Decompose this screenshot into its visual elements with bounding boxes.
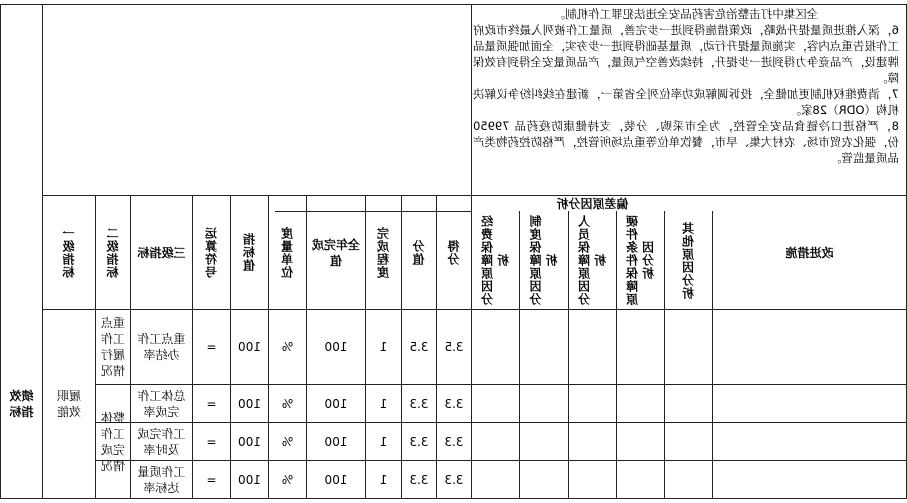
notes-block — [473, 6, 899, 192]
row2-score: 3.3 — [444, 396, 464, 411]
header-level1: 一级指标 — [62, 226, 76, 279]
row4-level3: 工作质量达标率 — [137, 464, 186, 495]
header-level2: 二级指标 — [106, 226, 120, 279]
notes-paragraph-8: 8，严格进口冷链食品安全管控，为全市采购、分装，支持健康防疫药品 79950 份，强化农贸市场、农村大集、早市，餐饮单位等重点场所管控，严格防控药物类产品质量监管。 — [473, 119, 899, 165]
row1-score: 3.5 — [444, 340, 464, 354]
row3-score: 3.3 — [444, 434, 464, 449]
header-actual: 全年完成值 — [312, 237, 361, 268]
row4-operator: = — [206, 472, 217, 487]
row3-level3: 工作完成及时率 — [137, 426, 186, 457]
row1-unit: % — [281, 340, 294, 354]
row2-level3: 总体工作完成率 — [137, 388, 186, 419]
row4-score: 3.3 — [444, 472, 464, 487]
row1-actual: 100 — [324, 340, 348, 354]
row2-level2: 整体工作完成情况 — [101, 410, 126, 473]
header-deviation-hardware: 硬件条件保障原因分析 — [625, 215, 656, 306]
row4-unit: % — [281, 472, 294, 487]
row4-weight: 3.3 — [409, 472, 429, 487]
header-score: 得分 — [447, 239, 461, 266]
notes-paragraph-6: 6，深入推进质量提升战略，政策措施得到进一步完善，质量工作被列入最终市政府工作报告重点内容，实施质量提升行动，质量基础得到进一步夯实，全面加强质量品牌建设，产品竞争力得到进一步提升，持续改善空气质量，产品质量安全得到有效保障。 — [473, 23, 899, 85]
row3-operator: = — [206, 434, 217, 449]
output-category-label: 履职效能 — [57, 389, 82, 419]
notes-paragraph-7: 7，消费维权机制更加健全，投诉调解成功率位列全省第一，新建在线纠纷争议解决机构（ODR）28家。 — [473, 87, 899, 117]
row3-completion: 1 — [379, 434, 388, 449]
header-improvement: 改进措施 — [785, 245, 834, 260]
header-deviation-other: 其他原因分析 — [681, 221, 696, 300]
perf-indicator-label: 绩效指标 — [9, 389, 34, 419]
row1-weight: 3.5 — [409, 340, 429, 354]
row4-actual: 100 — [324, 472, 348, 487]
row1-target: 100 — [238, 340, 261, 354]
header-weight: 分值 — [412, 239, 426, 266]
header-deviation-funding: 经费保障原因分析 — [480, 215, 511, 306]
row4-completion: 1 — [379, 472, 388, 487]
header-level3: 三级指标 — [137, 245, 186, 260]
row1-completion: 1 — [379, 340, 388, 354]
grid-line — [0, 498, 907, 499]
row2-operator: = — [206, 396, 217, 411]
row3-unit: % — [281, 434, 294, 449]
row2-target: 100 — [238, 396, 261, 411]
row2-actual: 100 — [324, 396, 348, 411]
grid-line — [0, 4, 907, 5]
header-completion: 完成程度 — [376, 226, 391, 279]
row3-weight: 3.3 — [409, 434, 429, 449]
row2-weight: 3.3 — [409, 396, 429, 411]
row3-target: 100 — [238, 434, 261, 449]
notes-paragraph-1: 全区集中打击整治危害药品安全违法犯罪工作机制。 — [553, 7, 819, 21]
row4-target: 100 — [238, 472, 261, 487]
row1-operator: = — [206, 340, 217, 354]
header-deviation-group: 偏差原因分析 — [556, 196, 629, 211]
header-target: 指标值 — [242, 233, 257, 272]
header-deviation-staff: 人员保障原因分析 — [577, 215, 608, 306]
row2-completion: 1 — [379, 396, 388, 411]
row1-level3: 重点工作办结率 — [137, 332, 186, 362]
header-unit: 度量单位 — [280, 226, 295, 279]
row2-unit: % — [281, 396, 294, 411]
row1-level2: 重点工作履行情况 — [101, 316, 126, 378]
header-deviation-system: 制度保障原因分析 — [529, 215, 559, 306]
row3-actual: 100 — [324, 434, 348, 449]
header-operator: 运算符号 — [204, 226, 219, 279]
